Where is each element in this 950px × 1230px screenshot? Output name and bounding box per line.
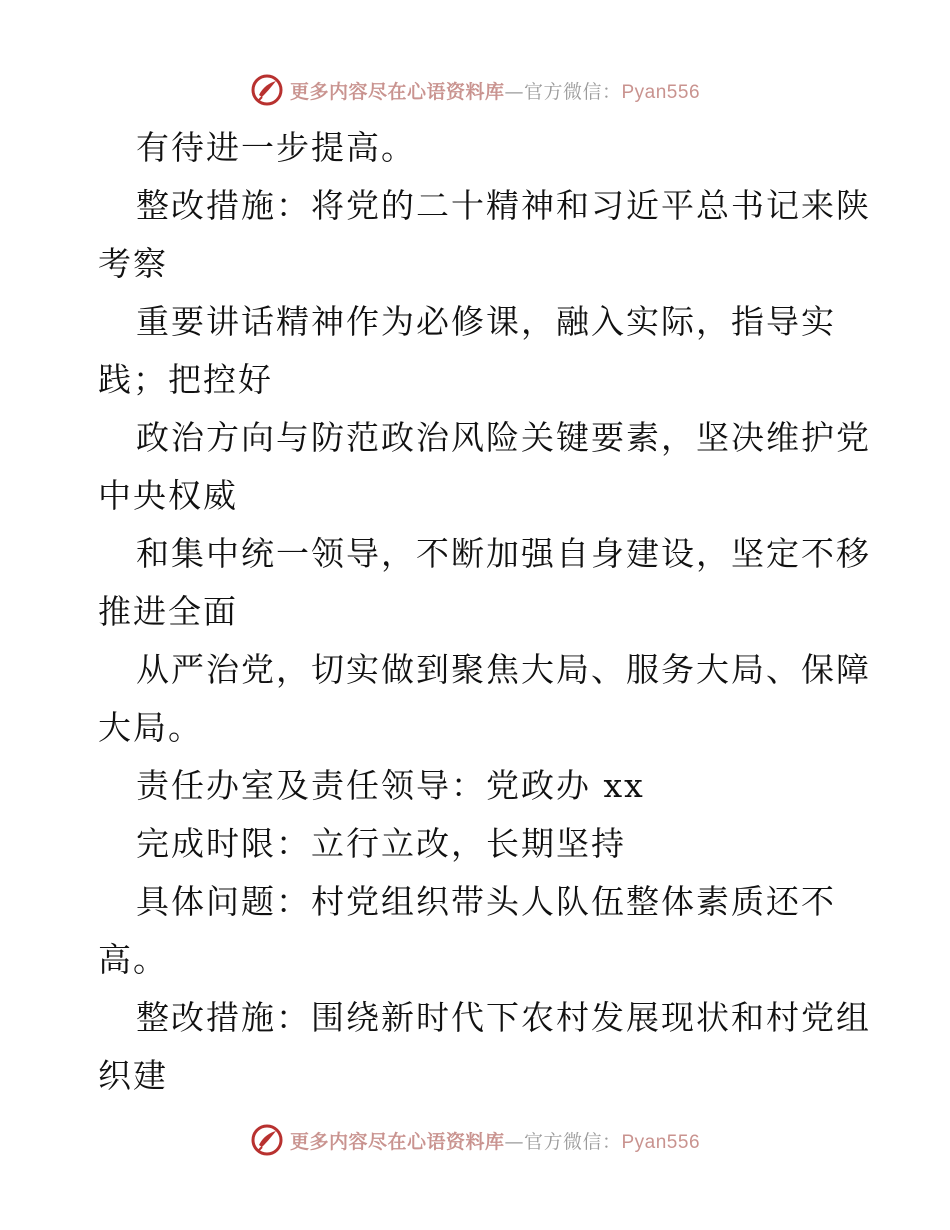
body-line: 推进全面 — [98, 592, 238, 631]
banner-separator: — — [504, 1130, 524, 1153]
body-line: 有待进一步提高。 — [136, 128, 416, 167]
banner-text — [290, 77, 700, 104]
brand-logo-icon — [250, 1123, 284, 1157]
body-line: 践；把控好 — [98, 360, 273, 399]
banner-site-name: 更多内容尽在心语资料库 — [289, 80, 505, 103]
body-line: 重要讲话精神作为必修课，融入实际，指导实 — [136, 302, 836, 341]
banner-wechat-label: 官方微信： — [523, 1130, 622, 1153]
banner-separator: — — [504, 80, 524, 103]
body-line: 整改措施：围绕新时代下农村发展现状和村党组 — [136, 998, 871, 1037]
body-line: 政治方向与防范政治风险关键要素，坚决维护党 — [136, 418, 871, 457]
banner-wechat-label: 官方微信： — [523, 80, 622, 103]
body-line: 和集中统一领导，不断加强自身建设，坚定不移 — [136, 534, 871, 573]
banner-wechat-id: Pyan556 — [621, 81, 701, 103]
body-line: 具体问题：村党组织带头人队伍整体素质还不 — [136, 882, 836, 921]
header-banner — [0, 70, 950, 110]
banner-text — [290, 1127, 700, 1154]
banner-wechat-id: Pyan556 — [621, 1131, 701, 1153]
body-line: 大局。 — [98, 708, 203, 747]
footer-banner — [0, 1120, 950, 1160]
banner-site-name: 更多内容尽在心语资料库 — [289, 1130, 505, 1153]
document-body — [98, 119, 871, 1105]
brand-logo-icon — [250, 73, 284, 107]
body-line: 考察 — [98, 244, 168, 283]
body-line: 整改措施：将党的二十精神和习近平总书记来陕 — [136, 186, 871, 225]
body-line: 中央权威 — [98, 476, 238, 515]
body-line: 完成时限：立行立改，长期坚持 — [136, 824, 626, 863]
body-line: 从严治党，切实做到聚焦大局、服务大局、保障 — [136, 650, 871, 689]
body-line: 责任办室及责任领导：党政办 xx — [136, 766, 645, 805]
body-line: 织建 — [98, 1056, 168, 1095]
body-line: 高。 — [98, 940, 168, 979]
